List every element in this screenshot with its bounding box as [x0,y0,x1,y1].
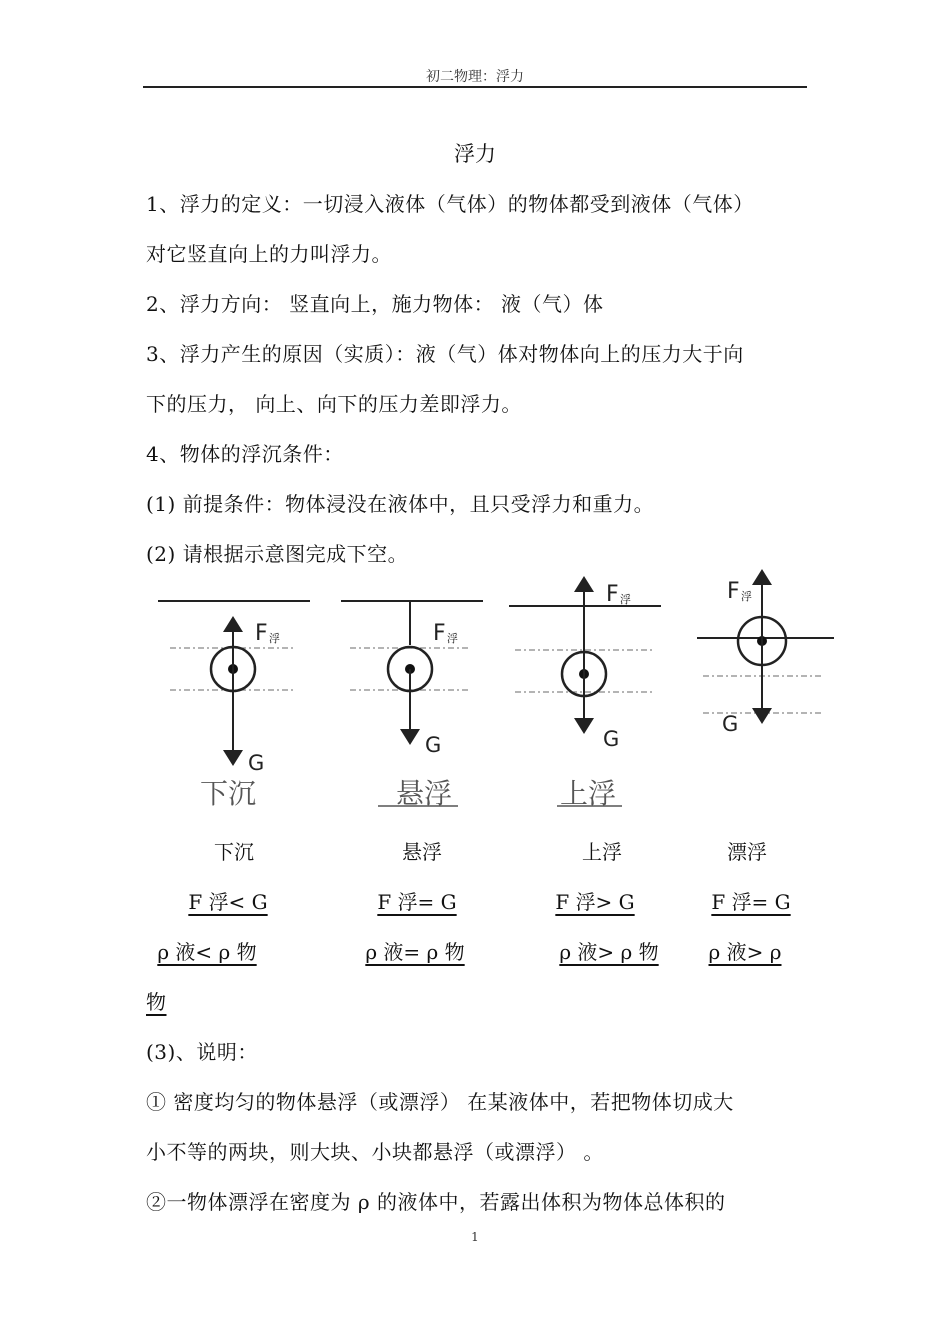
label-f-buoyancy: F [727,579,740,604]
page-title: 浮力 [454,142,496,166]
label-f-sub: 浮 [447,632,458,645]
force-relation-rising: F 浮> G [555,890,635,914]
paragraph-instruction: (2) 请根据示意图完成下空。 [146,542,409,566]
label-gravity: G [248,751,265,775]
diagram-suspended [341,601,483,810]
note-1-line-2: 小不等的两块，则大块、小块都悬浮（或漂浮） 。 [146,1140,604,1164]
label-f-buoyancy: F [255,621,268,646]
paragraph-definition-2: 对它竖直向上的力叫浮力。 [146,242,392,266]
paragraph-direction: 2、浮力方向： 竖直向上，施力物体： 液（气）体 [146,292,604,316]
paragraph-premise: (1) 前提条件：物体浸没在液体中，且只受浮力和重力。 [146,492,655,516]
caption-rising: 上浮 [560,777,617,810]
density-relation-rising: ρ 液> ρ 物 [559,940,659,964]
label-f-sub: 浮 [620,593,631,606]
state-name-sinking: 下沉 [214,840,254,864]
caption-suspended: 悬浮 [396,777,453,810]
label-f-buoyancy: F [606,582,619,607]
paragraph-definition-1: 1、浮力的定义：一切浸入液体（气体）的物体都受到液体（气体） [146,192,754,216]
notes-heading: (3)、说明： [146,1040,258,1064]
label-gravity: G [722,712,739,736]
state-name-suspended: 悬浮 [402,840,442,864]
diagram-floating [697,577,834,736]
density-relation-suspended: ρ 液= ρ 物 [365,940,465,964]
label-f-buoyancy: F [433,621,446,646]
state-name-rising: 上浮 [582,840,622,864]
force-relation-floating: F 浮= G [711,890,791,914]
density-relation-floating: ρ 液> ρ [708,940,782,964]
note-1-line-1: ① 密度均匀的物体悬浮（或漂浮） 在某液体中，若把物体切成大 [146,1090,734,1114]
note-2-line-1: ②一物体漂浮在密度为 ρ 的液体中，若露出体积为物体总体积的 [146,1190,726,1214]
density-relation-sinking: ρ 液< ρ 物 [157,940,257,964]
paragraph-cause-2: 下的压力， 向上、向下的压力差即浮力。 [146,392,522,416]
page-header: 初二物理：浮力 [426,69,524,85]
diagram-sinking [158,601,310,810]
paragraph-cause-1: 3、浮力产生的原因（实质）：液（气）体对物体向上的压力大于向 [146,342,744,366]
page-number: 1 [471,1230,479,1244]
paragraph-conditions: 4、物体的浮沉条件： [146,442,344,466]
label-gravity: G [425,733,442,757]
diagram-rising [509,582,661,810]
force-relation-suspended: F 浮= G [377,890,457,914]
label-gravity: G [603,727,620,751]
label-f-sub: 浮 [269,632,280,645]
caption-sinking: 下沉 [200,777,257,810]
force-relation-sinking: F 浮< G [188,890,268,914]
label-f-sub: 浮 [741,590,752,603]
density-wrap-char: 物 [146,990,167,1014]
state-name-floating: 漂浮 [727,840,767,864]
